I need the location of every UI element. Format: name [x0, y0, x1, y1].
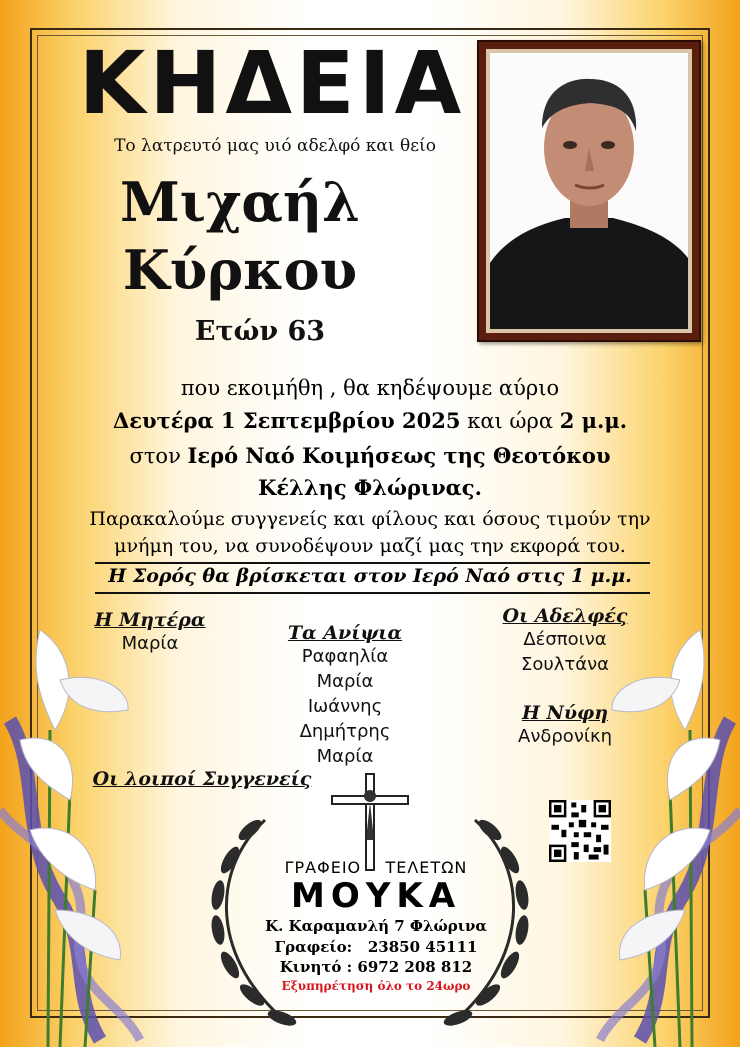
deceased-last-name: Κύρκου [122, 238, 358, 302]
remains-notice: Η Σορός θα βρίσκεται στον Ιερό Ναό στις 1 μ.μ. [108, 565, 632, 587]
funeral-home-logo [236, 858, 516, 995]
church-line [40, 443, 700, 468]
nephews-block [270, 622, 420, 769]
crucifix-icon [332, 774, 408, 870]
nephew-name: Μαρία [316, 746, 374, 767]
sister-name: Δέσποινα [523, 629, 607, 650]
passing-line: που εκοιμήθη , θα κηδέψουμε αύριο [180, 376, 560, 400]
mother-name: Μαρία [121, 633, 179, 654]
nephew-name: Μαρία [316, 671, 374, 692]
mother-heading: Η Μητέρα [94, 609, 206, 631]
funeral-date-line [40, 408, 700, 433]
deceased-first-name: Μιχαήλ [119, 170, 361, 234]
portrait-image [490, 53, 688, 329]
invite-line-1: Παρακαλούμε συγγενείς και φίλους και όσους τιμούν την [89, 508, 651, 530]
deceased-age: Ετών 63 [194, 316, 326, 347]
funeral-home-label: ΓΡΑΦΕΙΟ ΤΕΛΕΤΩΝ [284, 858, 468, 877]
notice-title: ΚΗΔΕΙΑ [78, 34, 466, 134]
qr-code[interactable] [549, 800, 611, 862]
nephew-name: Δημήτρης [299, 721, 391, 742]
funeral-home-name: ΜΟΥΚΑ [290, 876, 462, 916]
funeral-home-service: Εξυπηρέτηση όλο το 24ωρο [281, 979, 471, 993]
sister-in-law-heading: Η Νύφη [521, 702, 609, 724]
deceased-portrait [490, 53, 688, 329]
sister-in-law-name: Ανδρονίκη [518, 726, 612, 747]
sister-name: Σουλτάνα [520, 654, 610, 675]
nephews-heading: Τα Ανίψια [287, 622, 403, 644]
nephew-name: Ιωάννης [307, 696, 383, 717]
funeral-home-mobile-phone[interactable]: Κινητό : 6972 208 812 [279, 958, 473, 976]
intro-text: Το λατρευτό μας υιό αδελφό και θείο [114, 136, 436, 156]
invite-line-2: μνήμη του, να συνοδέψουν μαζί μας την εκφορά του. [114, 535, 626, 557]
church-prefix: στον [129, 444, 181, 468]
sisters-heading: Οι Αδελφές [502, 605, 628, 627]
calla-lily-left-decoration [0, 610, 145, 1047]
church-name: Ιερό Ναό Κοιμήσεως της Θεοτόκου [187, 443, 611, 468]
sister-in-law-block [490, 702, 640, 749]
sisters-block [490, 605, 640, 677]
funeral-time: 2 μ.μ. [559, 408, 628, 433]
funeral-home-address: Κ. Καραμανλή 7 Φλώρινα [265, 917, 487, 935]
nephew-name: Ραφαηλία [301, 646, 389, 667]
mother-block [80, 609, 220, 656]
funeral-date: Δευτέρα 1 Σεπτεμβρίου 2025 [112, 408, 461, 433]
funeral-home-office-phone[interactable]: Γραφείο: 23850 45111 [274, 938, 478, 956]
divider-top [95, 562, 650, 564]
divider-bottom [95, 592, 650, 594]
other-relatives: Οι λοιποί Συγγενείς [92, 768, 312, 790]
church-place: Κέλλης Φλώρινας. [258, 475, 482, 500]
date-join: και ώρα [467, 409, 554, 433]
